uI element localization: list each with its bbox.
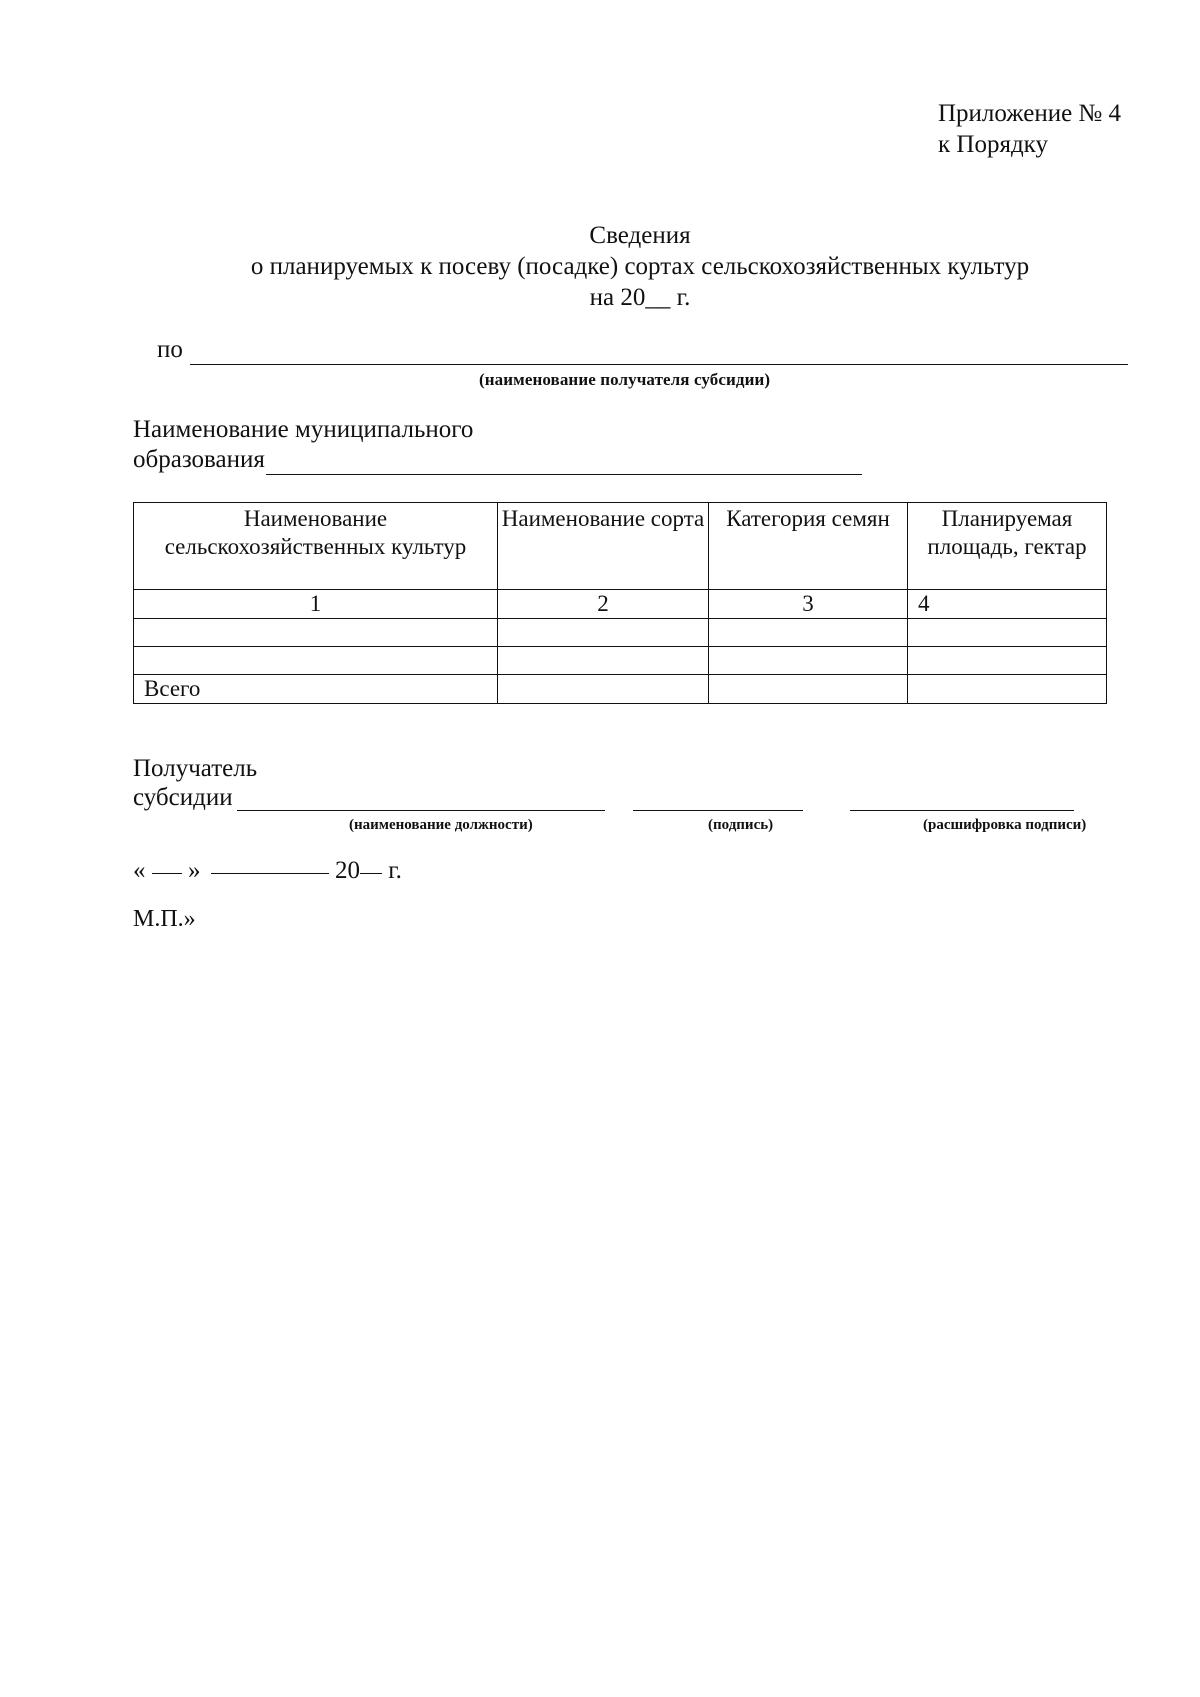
total-label: Всего [134, 675, 498, 704]
month-field[interactable] [211, 873, 329, 874]
document-year-line: на 20__ г. [589, 284, 691, 311]
table-header-row [134, 503, 1107, 590]
municipality-label-line1: Наименование муниципального [133, 416, 474, 443]
table-cell[interactable] [498, 675, 709, 704]
table-cell[interactable] [709, 647, 908, 675]
crops-table [133, 502, 1107, 704]
table-number-row [134, 590, 1107, 619]
signature-field[interactable] [633, 810, 803, 811]
column-number-3: 3 [709, 590, 908, 619]
table-cell[interactable] [498, 647, 709, 675]
table-row [134, 647, 1107, 675]
table-row [134, 619, 1107, 647]
date-year-suffix: г. [388, 857, 402, 884]
municipality-label-line2: образования [133, 446, 265, 473]
date-year: 20 [335, 857, 360, 884]
table-cell[interactable] [908, 647, 1107, 675]
document-title: Сведения [589, 222, 691, 249]
year-field[interactable] [360, 873, 382, 874]
date-open-quote: « [133, 857, 146, 884]
column-number-4: 4 [908, 590, 1107, 619]
document-subtitle: о планируемых к посеву (посадке) сортах сельскохозяйственных культур [250, 253, 1030, 280]
signature-label-line1: Получатель [133, 755, 258, 782]
municipality-name-field[interactable] [266, 474, 862, 475]
stamp-place: М.П.» [133, 906, 196, 932]
position-caption: (наименование должности) [349, 817, 533, 833]
table-cell[interactable] [908, 675, 1107, 704]
recipient-label: по [157, 336, 183, 363]
header-variety-name: Наименование сорта [498, 503, 709, 590]
date-close-quote: » [188, 857, 201, 884]
table-total-row [134, 675, 1107, 704]
position-field[interactable] [237, 810, 605, 811]
day-field[interactable] [152, 873, 182, 874]
table-cell[interactable] [908, 619, 1107, 647]
appendix-number: Приложение № 4 [938, 100, 1122, 127]
signature-caption: (подпись) [708, 817, 774, 833]
header-planned-area: Планируемая площадь, гектар [908, 503, 1107, 590]
header-seed-category: Категория семян [709, 503, 908, 590]
table-cell[interactable] [709, 675, 908, 704]
recipient-caption: (наименование получателя субсидии) [479, 370, 771, 389]
table-cell[interactable] [134, 647, 498, 675]
table-cell[interactable] [709, 619, 908, 647]
appendix-reference: к Порядку [938, 131, 1048, 158]
column-number-2: 2 [498, 590, 709, 619]
table-cell[interactable] [134, 619, 498, 647]
signature-decoding-caption: (расшифровка подписи) [923, 817, 1087, 833]
header-crop-name: Наименование сельскохозяйственных культур [134, 503, 498, 590]
signature-decoding-field[interactable] [850, 810, 1074, 811]
table-cell[interactable] [498, 619, 709, 647]
signature-label-line2: субсидии [133, 784, 233, 811]
date-line [133, 857, 402, 885]
column-number-1: 1 [134, 590, 498, 619]
recipient-name-field[interactable] [190, 364, 1128, 365]
appendix-block [938, 98, 1121, 160]
